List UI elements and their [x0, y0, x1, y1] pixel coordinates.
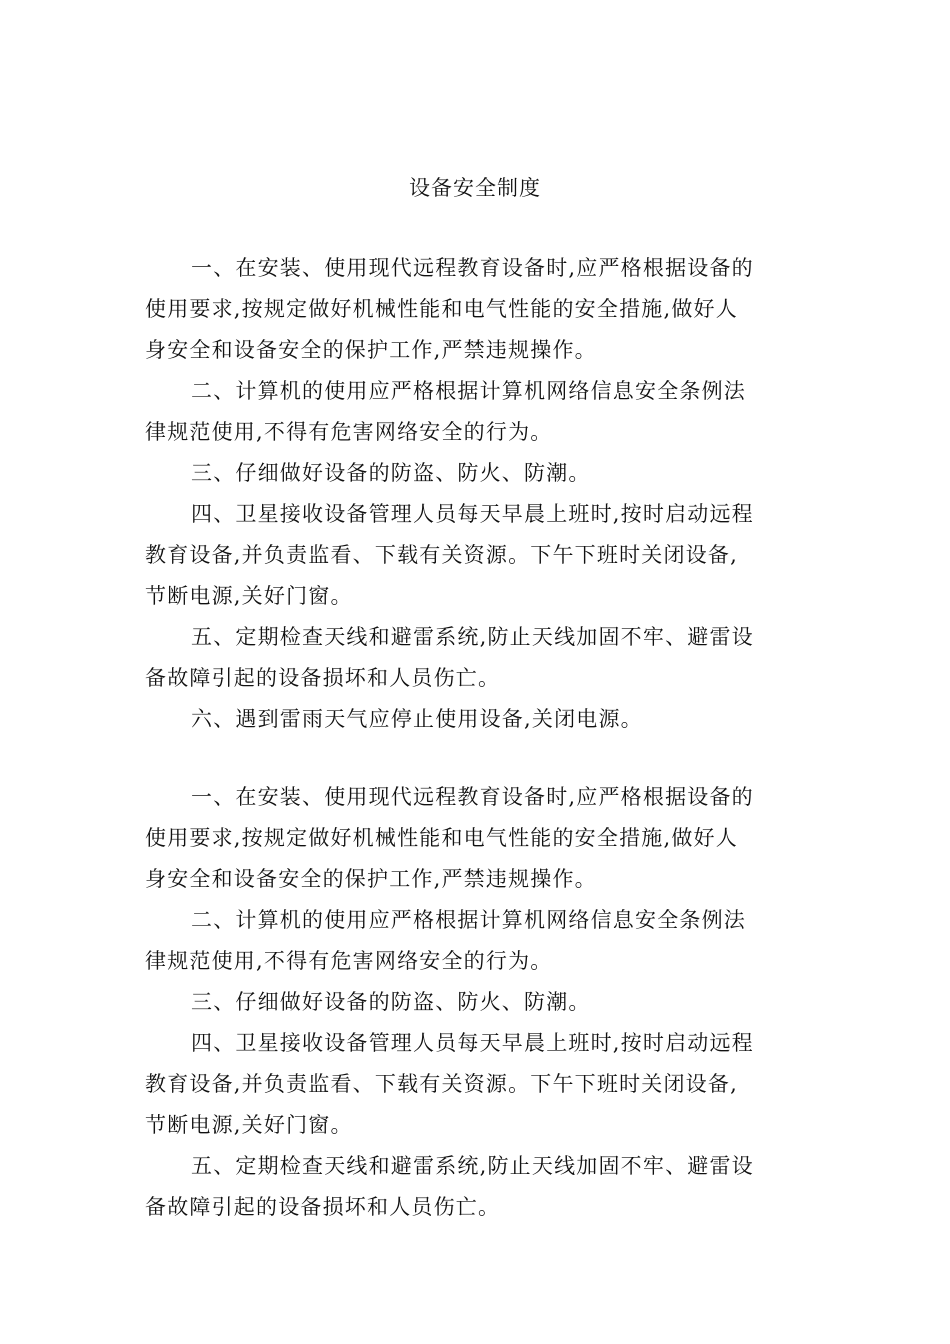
paragraph-line: 节断电源,关好门窗。: [145, 584, 353, 608]
document-title: 设备安全制度: [409, 176, 541, 200]
rule-paragraph: [145, 453, 807, 494]
paragraph-line: 备故障引起的设备损坏和人员伤亡。: [145, 1195, 501, 1219]
rule-paragraph: [145, 617, 807, 699]
rule-paragraph: [145, 699, 807, 740]
rule-paragraph: [145, 900, 807, 982]
rule-paragraph: [145, 777, 807, 900]
paragraph-line: 三、仔细做好设备的防盗、防火、防潮。: [191, 990, 591, 1014]
paragraph-line: 备故障引起的设备损坏和人员伤亡。: [145, 666, 501, 690]
paragraph-line: 教育设备,并负责监看、下载有关资源。下午下班时关闭设备,: [145, 543, 738, 567]
rule-paragraph: [145, 494, 807, 617]
paragraph-line: 节断电源,关好门窗。: [145, 1113, 353, 1137]
paragraph-line: 六、遇到雷雨天气应停止使用设备,关闭电源。: [191, 707, 643, 731]
rule-paragraph: [145, 1023, 807, 1146]
paragraph-line: 三、仔细做好设备的防盗、防火、防潮。: [191, 461, 591, 485]
rule-paragraph: [145, 371, 807, 453]
paragraph-line: 一、在安装、使用现代远程教育设备时,应严格根据设备的: [191, 256, 754, 280]
rule-paragraph: [145, 248, 807, 371]
paragraph-line: 二、计算机的使用应严格根据计算机网络信息安全条例法: [191, 379, 746, 403]
paragraph-line: 使用要求,按规定做好机械性能和电气性能的安全措施,做好人: [145, 297, 738, 321]
rule-paragraph: [145, 1146, 807, 1228]
paragraph-line: 身安全和设备安全的保护工作,严禁违规操作。: [145, 867, 597, 891]
paragraph-line: 四、卫星接收设备管理人员每天早晨上班时,按时启动远程: [191, 502, 754, 526]
paragraph-line: 一、在安装、使用现代远程教育设备时,应严格根据设备的: [191, 785, 754, 809]
paragraph-line: 教育设备,并负责监看、下载有关资源。下午下班时关闭设备,: [145, 1072, 738, 1096]
paragraph-line: 身安全和设备安全的保护工作,严禁违规操作。: [145, 338, 597, 362]
paragraph-line: 使用要求,按规定做好机械性能和电气性能的安全措施,做好人: [145, 826, 738, 850]
paragraph-line: 二、计算机的使用应严格根据计算机网络信息安全条例法: [191, 908, 746, 932]
paragraph-line: 四、卫星接收设备管理人员每天早晨上班时,按时启动远程: [191, 1031, 754, 1055]
rules-section-2: [145, 777, 807, 1228]
paragraph-line: 五、定期检查天线和避雷系统,防止天线加固不牢、避雷设: [191, 625, 754, 649]
rules-section-1: [145, 248, 807, 740]
paragraph-line: 律规范使用,不得有危害网络安全的行为。: [145, 949, 553, 973]
rule-paragraph: [145, 982, 807, 1023]
paragraph-line: 五、定期检查天线和避雷系统,防止天线加固不牢、避雷设: [191, 1154, 754, 1178]
paragraph-line: 律规范使用,不得有危害网络安全的行为。: [145, 420, 553, 444]
